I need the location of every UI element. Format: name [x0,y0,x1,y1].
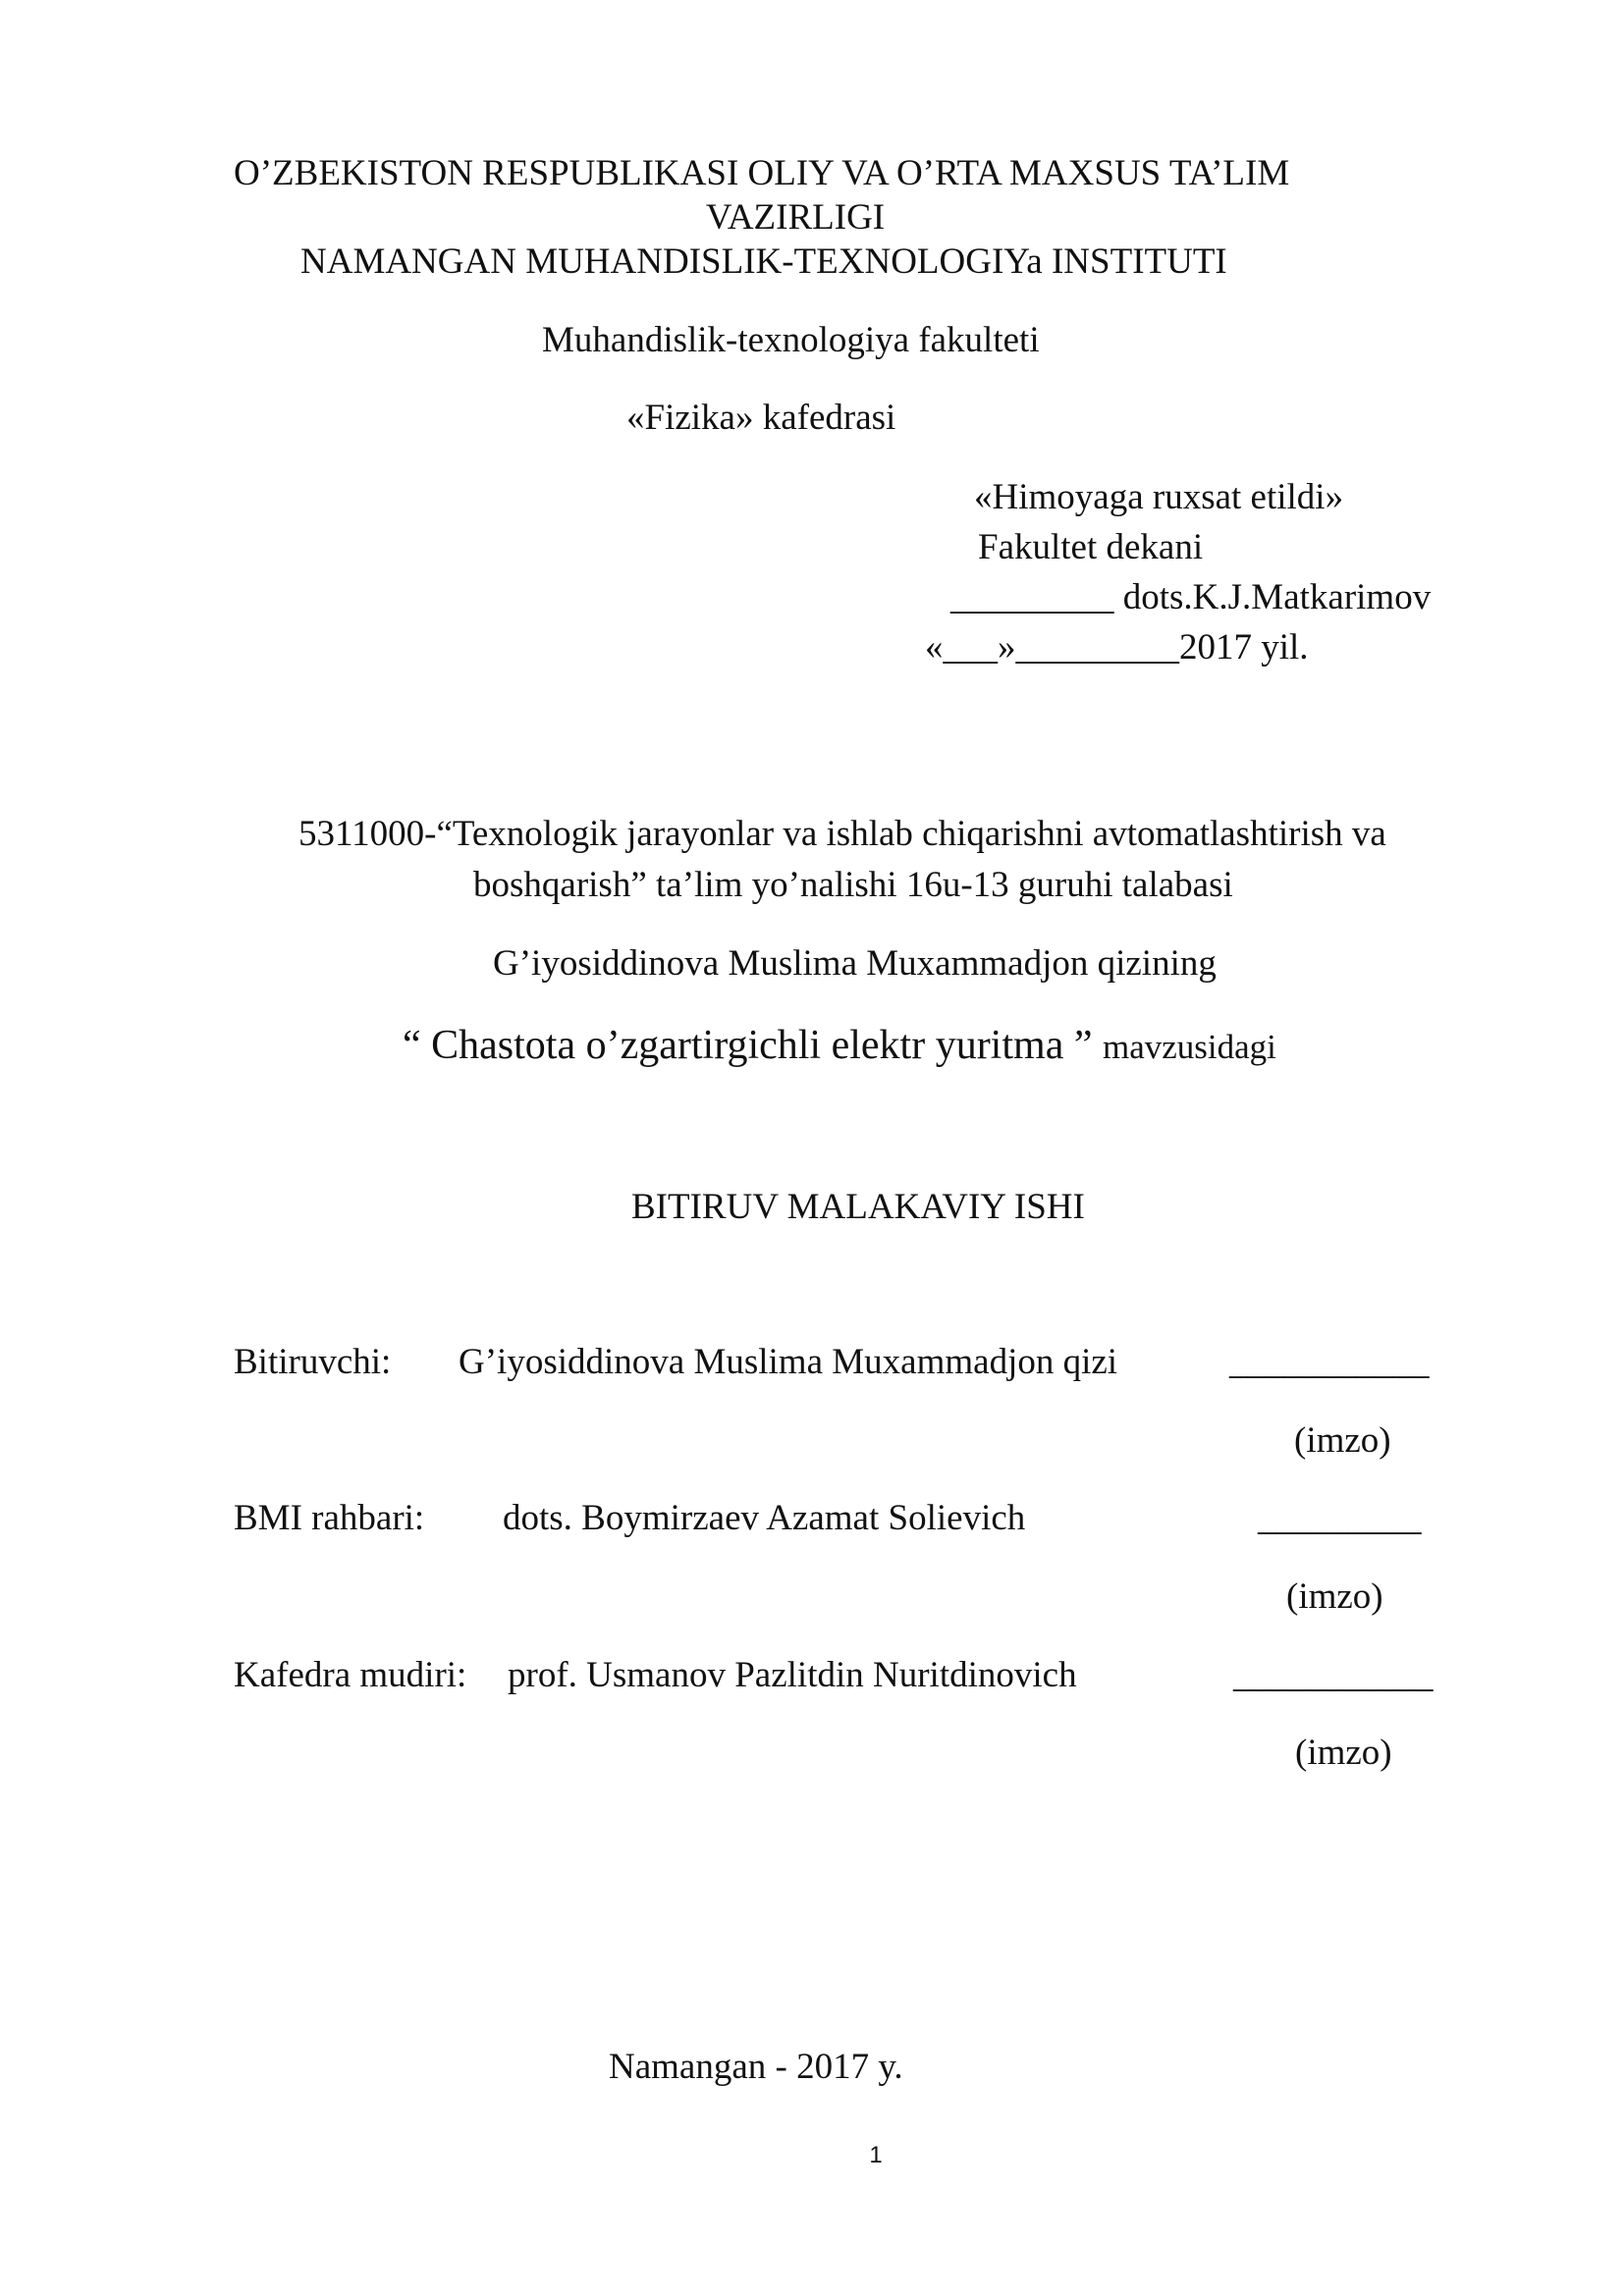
page-number: 1 [869,2142,883,2168]
department-name: «Fizika» kafedrasi [626,398,896,438]
signature-role: Bitiruvchi: [234,1342,392,1382]
signature-person: prof. Usmanov Pazlitdin Nuritdinovich [508,1655,1077,1695]
institute-name: NAMANGAN MUHANDISLIK-TEXNOLOGIYa INSTITUTI [300,241,1227,282]
signature-caption: (imzo) [1286,1576,1383,1617]
work-type: BITIRUV MALAKAVIY ISHI [631,1187,1085,1227]
thesis-topic-title: “ Chastota o’zgartirgichli elektr yuritma ” [403,1023,1093,1068]
signature-role: BMI rahbari: [234,1498,425,1538]
signature-person: G’iyosiddinova Muslima Muxammadjon qizi [459,1342,1118,1382]
signature-line: ___________ [1229,1342,1430,1382]
ministry-line-2: VAZIRLIGI [705,197,886,238]
approval-dean-signature: _________ dots.K.J.Matkarimov [950,577,1432,617]
thesis-topic-suffix: mavzusidagi [1102,1028,1276,1066]
specialty-line-1: 5311000-“Texnologik jarayonlar va ishlab chiqarishni avtomatlashtirish va [298,814,1386,854]
approval-heading: «Himoyaga ruxsat etildi» [974,477,1344,517]
ministry-line-1: O’ZBEKISTON RESPUBLIKASI OLIY VA O’RTA MAXSUS TA’LIM [234,153,1290,193]
signature-caption: (imzo) [1294,1420,1391,1461]
student-name: G’iyosiddinova Muslima Muxammadjon qizining [493,943,1217,984]
city-year: Namangan - 2017 y. [609,2047,903,2087]
signature-role: Kafedra mudiri: [234,1655,467,1695]
approval-dean-title: Fakultet dekani [978,527,1204,567]
signature-line: ___________ [1233,1655,1434,1695]
approval-date: «___»_________2017 yil. [925,627,1309,667]
signature-caption: (imzo) [1295,1733,1392,1773]
faculty-name: Muhandislik-texnologiya fakulteti [542,320,1040,360]
signature-line: _________ [1258,1498,1422,1538]
specialty-line-2: boshqarish” ta’lim yo’nalishi 16u-13 guruhi talabasi [473,865,1233,905]
signature-person: dots. Boymirzaev Azamat Solievich [503,1498,1026,1538]
thesis-topic [403,1021,1276,1070]
